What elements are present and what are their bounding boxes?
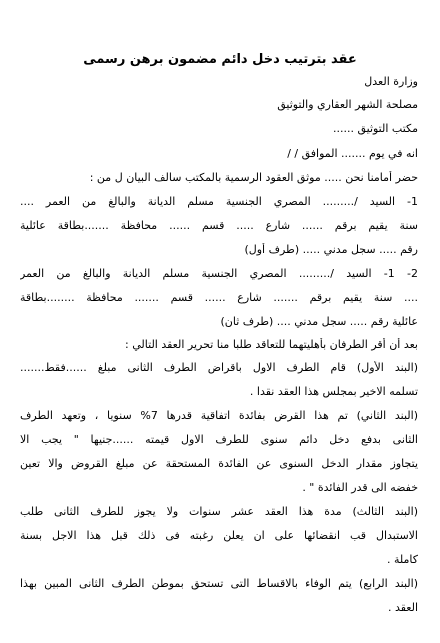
party2-line1: 2- 1- السيد /......... المصري الجنسية مسلم الديانة والبالغ من العمر <box>20 267 418 280</box>
party2-line2: .... سنة يقيم برقم ....... شارع ...... قسم ....... محافظة ........بطاقة <box>20 291 418 304</box>
clause2-line4: خفضه الى قدر الفائدة " . <box>302 481 418 494</box>
clause4-line1: (البند الرابع) يتم الوفاء بالاقساط التى تستحق بموطن الطرف الثانى المبين بهذا <box>20 577 418 590</box>
clause3-line3: كاملة . <box>386 553 418 566</box>
party1-line2: سنة يقيم برقم ...... شارع ..... قسم ...... محافظة .......بطاقة عائلية <box>20 219 418 232</box>
clause1-line2: تسلمه الاخير بمجلس هذا العقد نقدا . <box>249 385 418 398</box>
clause3-line1: (البند الثالث) مدة هذا العقد عشر سنوات ولا يجوز للطرف الثانى طلب <box>20 505 418 518</box>
document-title: عقد بترتيب دخل دائم مضمون برهن رسمى <box>83 52 357 67</box>
intro-line: حضر أمامنا نحن ..... موثق العقود الرسمية بالمكتب سالف البيان ل من : <box>89 171 418 184</box>
clause3-line2: الاستبدال قب انقضائها على ان يعلن رغبته فى ذلك قبل هذا الاجل بسنة <box>20 529 418 542</box>
party1-line1: 1- السيد /......... المصري الجنسية مسلم الديانة والبالغ من العمر .... <box>20 195 418 208</box>
office-label: مكتب التوثيق ...... <box>332 122 418 135</box>
date-line: انه في يوم ....... الموافق / / <box>287 147 418 160</box>
clause2-line3: يتجاوز مقدار الدخل السنوى عن الفائدة المستحقة عن مبلغ القروض والا تعين <box>20 457 418 470</box>
after-parties-line: بعد أن أقر الطرفان بأهليتهما للتعاقد طلبا منا تحرير العقد التالي : <box>125 338 418 351</box>
department-label: مصلحة الشهر العقاري والتوثيق <box>277 98 418 111</box>
ministry-label: وزارة العدل <box>364 75 418 88</box>
clause2-line2: الثانى بدفع دخل دائم سنوى للطرف الاول قيمته ......جنيها " يجب الا <box>20 433 418 446</box>
party2-line3: عائلية رقم ..... سجل مدني .... (طرف ثان) <box>220 315 418 328</box>
clause4-line2: العقد . <box>387 601 418 614</box>
clause1-line1: (البند الأول) قام الطرف الاول باقراض الطرف الثانى مبلغ ......فقط....... <box>20 361 418 374</box>
clause2-line1: (البند الثاني) تم هذا القرض بفائدة اتفاقية قدرها 7% سنويا ، وتعهد الطرف <box>20 409 418 422</box>
party1-line3: رقم ..... سجل مدني ..... (طرف أول) <box>244 243 418 256</box>
